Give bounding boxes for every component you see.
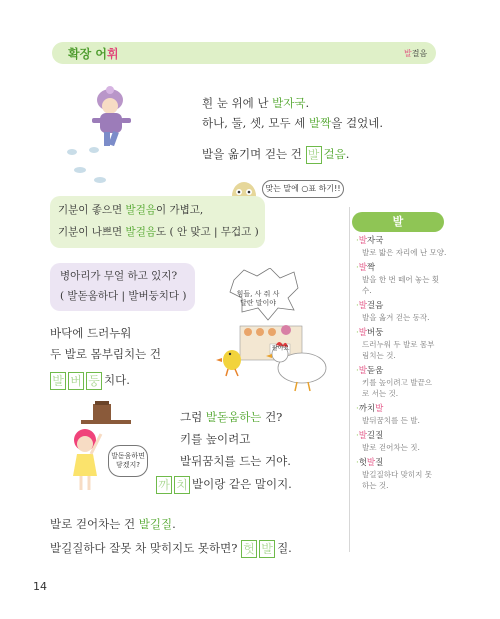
vocab-item: ·발돋움 키를 높이려고 발끝으로 서는 것. (356, 366, 432, 398)
section4-line-2: 발길질하다 잘못 차 맞히지도 못하면? 헛 발 질. (50, 541, 292, 556)
header-tag: 발걸음 (404, 49, 428, 58)
answer-box[interactable]: 버 (68, 372, 84, 390)
quiz-green-line-2[interactable]: 기분이 나쁘면 발걸음도 ( 안 맞고 | 무겁고 ) (58, 226, 259, 238)
section2-line-3: 발 버 둥 치다. (50, 372, 130, 390)
child-in-snow-illustration (60, 80, 170, 190)
girl-figure (73, 429, 101, 490)
intro-line-3: 발을 옮기며 걷는 건 발 걸음. (202, 147, 350, 162)
section2-line-2: 두 발로 몸부림치는 건 (50, 347, 161, 361)
quiz-lav-line-1: 병아리가 무얼 하고 있지? (60, 270, 178, 282)
section4-line-1: 발로 걷어차는 건 발길질. (50, 517, 176, 531)
section-title: 확장 어휘 (68, 47, 119, 61)
sidebar-title: 발 (352, 212, 444, 232)
chick-figure (216, 350, 241, 376)
intro-line-2: 하나, 둘, 셋, 모두 세 발짝을 걸었네. (202, 116, 383, 130)
vocab-item: ·까치발 발뒤꿈치를 든 발. (356, 404, 420, 425)
speech-bubble-chick: 힘들, 사 줘 사 달란 말이야 (236, 290, 280, 307)
vocab-list (356, 236, 448, 496)
answer-box[interactable]: 치 (174, 476, 190, 494)
answer-box[interactable]: 헛 (241, 540, 257, 558)
answer-box[interactable]: 까 (156, 476, 172, 494)
answer-box[interactable]: 발 (259, 540, 275, 558)
quiz-green-line-1: 기분이 좋으면 발걸음이 가볍고, (58, 204, 204, 216)
vocab-item: ·발짝 발을 한 번 떼어 놓는 횟수. (356, 263, 440, 295)
vocab-item: ·발걸음 발을 옮겨 걷는 동작. (356, 301, 430, 322)
section2-line-1: 바닥에 드러누워 (50, 326, 132, 340)
section3-line-3: 발뒤꿈치를 드는 거야. (180, 454, 291, 468)
quiz-lav-line-2[interactable]: ( 발돋움하다 | 발버둥치다 ) (60, 290, 187, 302)
answer-box[interactable]: 둥 (86, 372, 102, 390)
intro-line-1: 흰 눈 위에 난 발자국. (202, 96, 310, 110)
answer-box[interactable]: 발 (306, 146, 322, 164)
vocab-item: ·헛발질 발길질하다 맞히지 못하는 것. (356, 458, 432, 490)
shop-sign: 팔아요 (272, 345, 290, 352)
speech-bubble-girl: 발돋움하면 닿겠지? (108, 445, 148, 477)
child-figure (92, 86, 131, 146)
vocab-item: ·발길질 발로 걷어차는 짓. (356, 431, 420, 452)
vocab-item: ·발자국 발로 밟은 자리에 난 모양. (356, 236, 447, 257)
vocab-item: ·발버둥 드러누워 두 발로 몸부림치는 것. (356, 328, 435, 360)
section3-line-1: 그럼 발돋움하는 건? (180, 410, 283, 424)
section3-line-2: 키를 높이려고 (180, 432, 251, 446)
page-number: 14 (33, 580, 47, 593)
speech-bubble-hint: 맞는 말에 ○표 하기!! (262, 180, 344, 198)
toy-shop-illustration (202, 268, 347, 393)
section3-line-4: 까 치 발이랑 같은 말이지. (156, 476, 292, 494)
snow-footprints (67, 147, 106, 183)
answer-box[interactable]: 발 (50, 372, 66, 390)
